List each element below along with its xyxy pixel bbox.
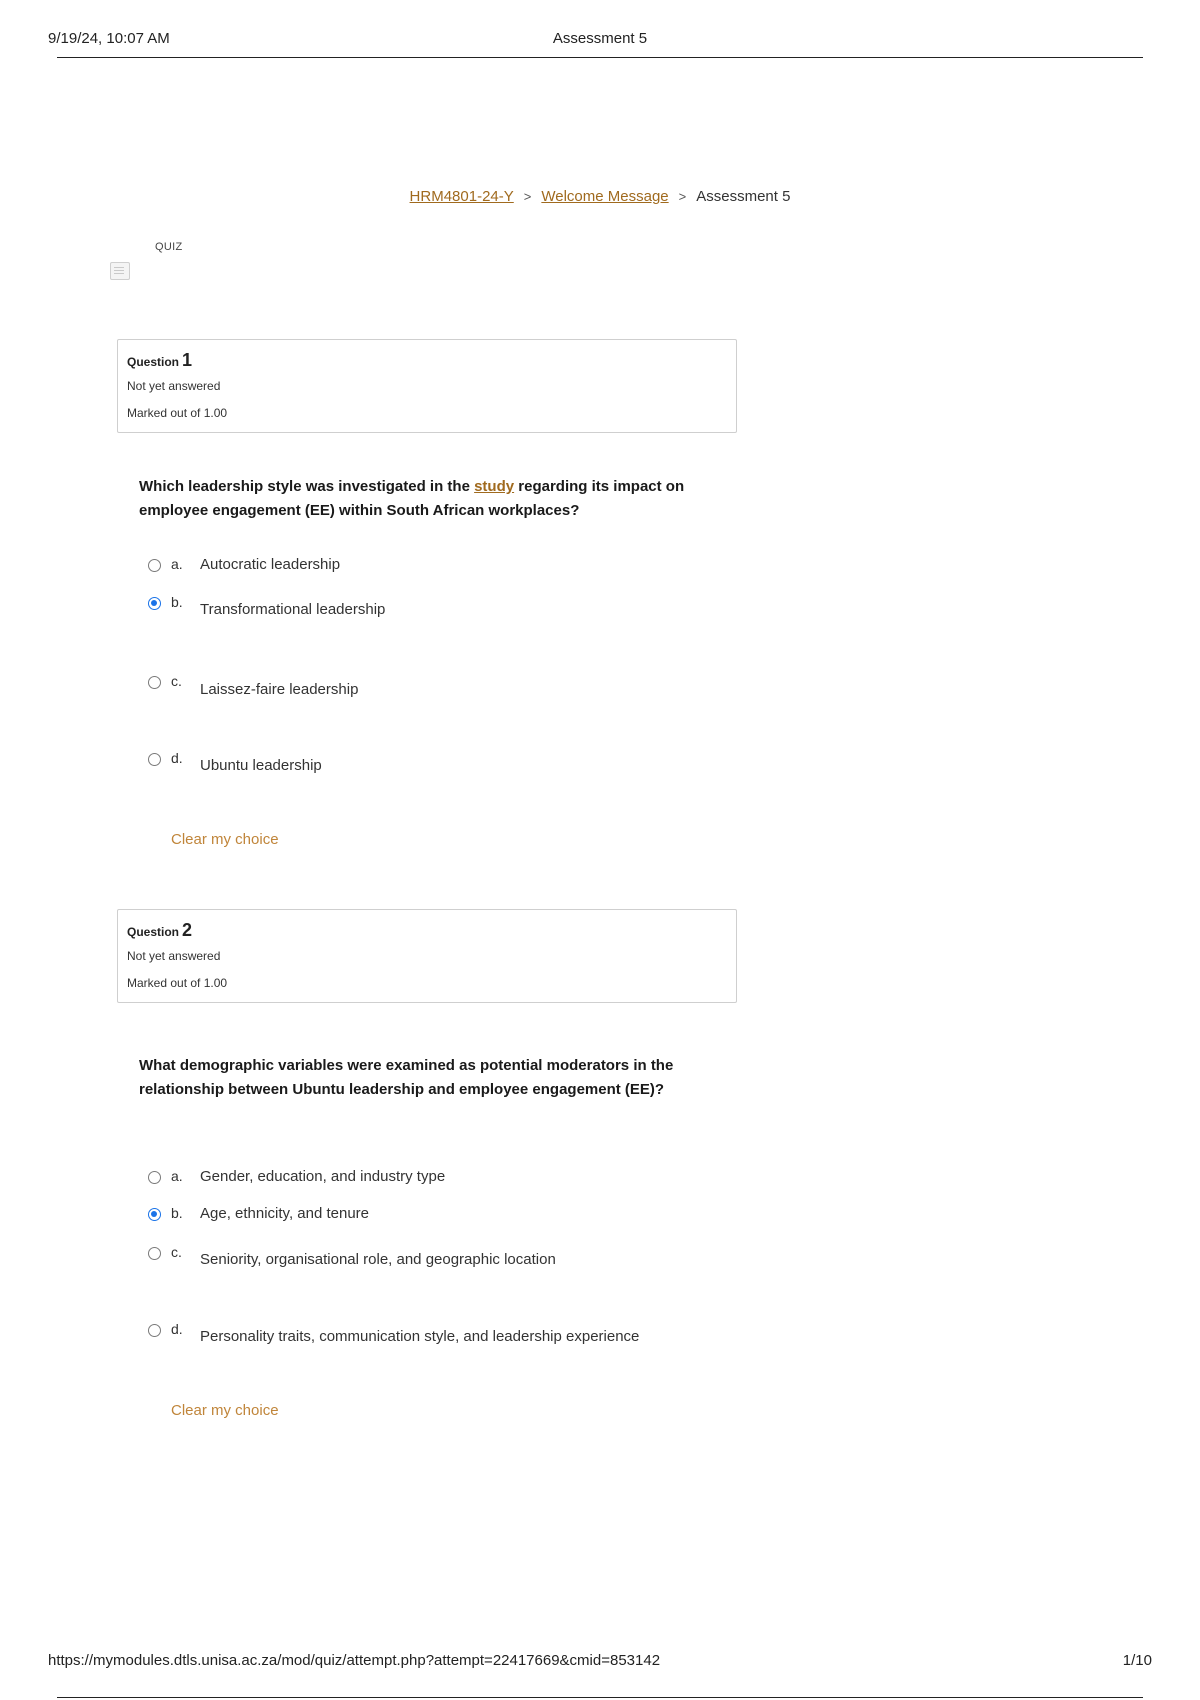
option-letter: d. bbox=[171, 1321, 183, 1337]
option-letter: b. bbox=[171, 594, 183, 610]
breadcrumb-course-link[interactable]: HRM4801-24-Y bbox=[409, 188, 514, 205]
question-text-1 bbox=[139, 475, 739, 523]
option-letter: a. bbox=[171, 556, 183, 572]
header-rule bbox=[57, 57, 1143, 58]
print-url: https://mymodules.dtls.unisa.ac.za/mod/quiz/attempt.php?attempt=22417669&cmid=853142 bbox=[48, 1652, 661, 1669]
question-label: Question bbox=[127, 925, 180, 939]
breadcrumb-section-link[interactable]: Welcome Message bbox=[541, 188, 669, 205]
print-page-number: 1/10 bbox=[1122, 1652, 1152, 1669]
radio-button[interactable] bbox=[148, 1324, 161, 1337]
question-text-part: Which leadership style was investigated in the bbox=[139, 478, 475, 495]
question-grade: Marked out of 1.00 bbox=[127, 976, 228, 990]
option-letter: d. bbox=[171, 750, 183, 766]
option-letter: b. bbox=[171, 1205, 183, 1221]
study-link[interactable]: study bbox=[474, 478, 515, 495]
radio-button[interactable] bbox=[148, 1247, 161, 1260]
question-number bbox=[127, 920, 727, 941]
footer-rule bbox=[57, 1697, 1143, 1698]
radio-button[interactable] bbox=[148, 559, 161, 572]
question-info-1 bbox=[117, 339, 737, 433]
option-label: Ubuntu leadership bbox=[200, 757, 322, 774]
question-state: Not yet answered bbox=[127, 379, 221, 393]
chevron-right-icon: > bbox=[523, 189, 532, 204]
radio-button[interactable] bbox=[148, 676, 161, 689]
option-label: Personality traits, communication style, and leadership experience bbox=[200, 1328, 640, 1345]
question-number bbox=[127, 350, 727, 371]
option-letter: c. bbox=[171, 673, 182, 689]
question-text-2 bbox=[139, 1054, 739, 1102]
question-text-part: regarding its impact on employee engagement (EE) within South African workplaces? bbox=[139, 478, 685, 519]
activity-type-label: QUIZ bbox=[155, 241, 183, 253]
option-label: Seniority, organisational role, and geographic location bbox=[200, 1251, 556, 1268]
breadcrumb-current: Assessment 5 bbox=[696, 188, 791, 205]
question-number-value: 2 bbox=[182, 920, 193, 940]
quiz-icon bbox=[110, 262, 130, 280]
print-title: Assessment 5 bbox=[552, 30, 648, 47]
question-state: Not yet answered bbox=[127, 949, 221, 963]
question-info-2 bbox=[117, 909, 737, 1003]
question-text-line: What demographic variables were examined as potential moderators in the bbox=[139, 1057, 674, 1074]
question-text-line: relationship between Ubuntu leadership and employee engagement (EE)? bbox=[139, 1081, 665, 1098]
option-label: Autocratic leadership bbox=[200, 556, 341, 573]
question-grade: Marked out of 1.00 bbox=[127, 406, 228, 420]
option-label: Laissez-faire leadership bbox=[200, 681, 359, 698]
radio-button-selected[interactable] bbox=[148, 597, 161, 610]
question-label: Question bbox=[127, 355, 180, 369]
option-label: Transformational leadership bbox=[200, 601, 386, 618]
option-label: Age, ethnicity, and tenure bbox=[200, 1205, 369, 1222]
radio-button[interactable] bbox=[148, 1171, 161, 1184]
radio-button-selected[interactable] bbox=[148, 1208, 161, 1221]
clear-choice-button[interactable]: Clear my choice bbox=[171, 831, 279, 848]
radio-button[interactable] bbox=[148, 753, 161, 766]
breadcrumb bbox=[0, 188, 1200, 205]
option-label: Gender, education, and industry type bbox=[200, 1168, 446, 1185]
option-letter: a. bbox=[171, 1168, 183, 1184]
chevron-right-icon: > bbox=[678, 189, 687, 204]
option-letter: c. bbox=[171, 1244, 182, 1260]
question-number-value: 1 bbox=[182, 350, 193, 370]
print-date: 9/19/24, 10:07 AM bbox=[48, 30, 170, 47]
clear-choice-button[interactable]: Clear my choice bbox=[171, 1402, 279, 1419]
